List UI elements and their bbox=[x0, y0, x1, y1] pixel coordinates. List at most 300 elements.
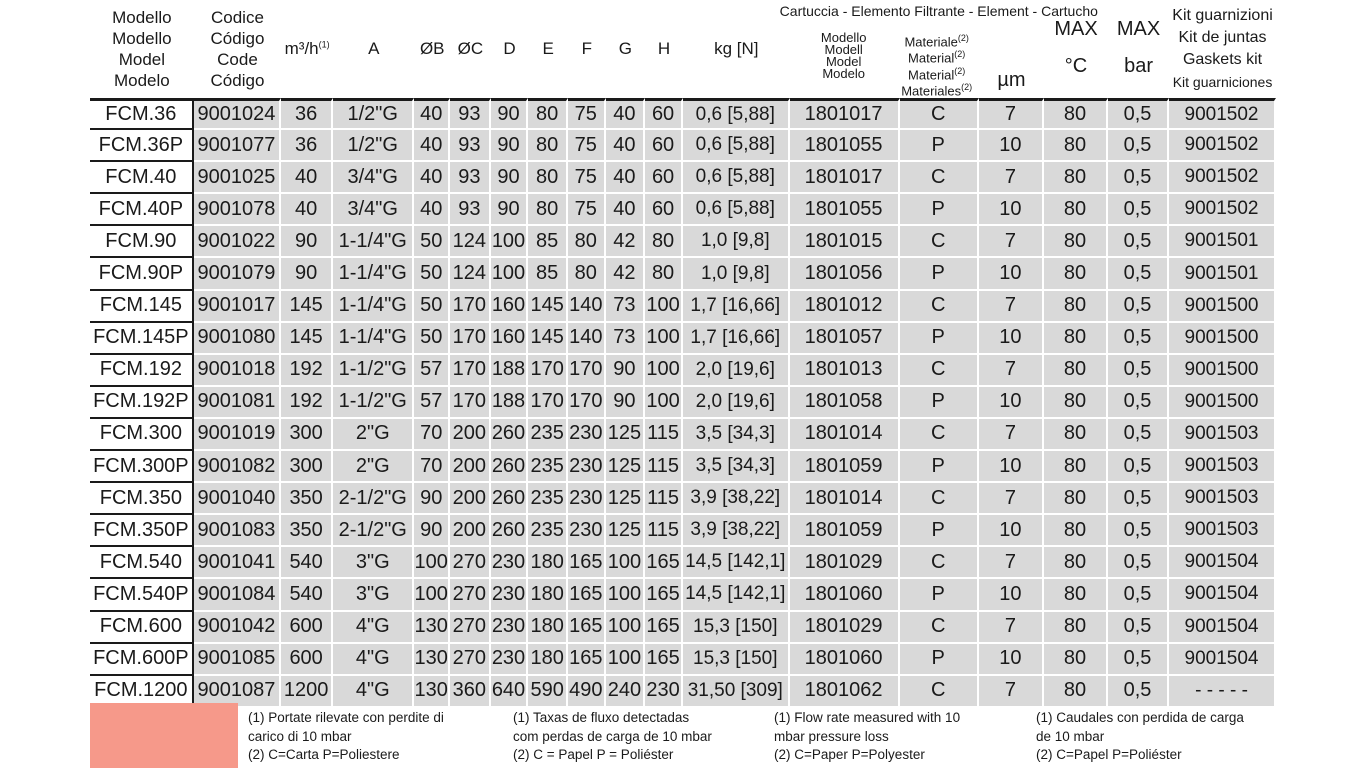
table-cell: 75 bbox=[568, 194, 606, 226]
table-cell: 230 bbox=[491, 579, 529, 611]
table-cell: 115 bbox=[645, 515, 683, 547]
table-cell: 60 bbox=[645, 162, 683, 194]
table-cell: 270 bbox=[450, 547, 491, 579]
table-cell: 1-1/4"G bbox=[333, 291, 414, 323]
table-row bbox=[90, 483, 1276, 515]
table-cell: 80 bbox=[528, 162, 568, 194]
table-row bbox=[90, 419, 1276, 451]
table-cell: 235 bbox=[528, 483, 568, 515]
table-cell: 145 bbox=[281, 291, 333, 323]
table-cell: 145 bbox=[281, 323, 333, 355]
table-cell: FCM.540 bbox=[90, 547, 194, 579]
table-cell: 9001500 bbox=[1169, 355, 1276, 387]
table-cell: 170 bbox=[450, 291, 491, 323]
table-cell: 230 bbox=[568, 419, 606, 451]
table-cell: 130 bbox=[414, 644, 450, 676]
table-cell: C bbox=[900, 483, 979, 515]
table-row bbox=[90, 98, 1276, 130]
table-cell: 490 bbox=[568, 676, 606, 708]
table-cell: 1801029 bbox=[790, 612, 900, 644]
col-codice bbox=[194, 0, 281, 98]
table-cell: 90 bbox=[491, 194, 529, 226]
table-cell: 145 bbox=[528, 291, 568, 323]
table-cell: 9001501 bbox=[1169, 226, 1276, 258]
modello-labels: Modello Modello Model Modelo bbox=[112, 8, 172, 90]
table-cell: 140 bbox=[568, 323, 606, 355]
table-cell: 0,5 bbox=[1108, 579, 1169, 611]
table-cell: 42 bbox=[606, 226, 646, 258]
table-cell: 10 bbox=[979, 130, 1044, 162]
header-row bbox=[90, 0, 1276, 98]
spec-table bbox=[90, 0, 1276, 708]
table-cell: 80 bbox=[1044, 98, 1108, 130]
table-cell: 0,5 bbox=[1108, 483, 1169, 515]
table-cell: 235 bbox=[528, 419, 568, 451]
kit-labels: Kit guarnizioni Kit de juntas Gaskets kit Kit guarniciones bbox=[1172, 7, 1273, 90]
table-cell: 130 bbox=[414, 676, 450, 708]
table-cell: 7 bbox=[979, 483, 1044, 515]
table-cell: 90 bbox=[606, 387, 646, 419]
table-cell: FCM.192P bbox=[90, 387, 194, 419]
table-cell: 80 bbox=[1044, 612, 1108, 644]
table-row bbox=[90, 644, 1276, 676]
table-cell: 2"G bbox=[333, 419, 414, 451]
table-cell: 9001502 bbox=[1169, 130, 1276, 162]
table-cell: FCM.36P bbox=[90, 130, 194, 162]
table-cell: 170 bbox=[568, 355, 606, 387]
table-cell: 80 bbox=[1044, 355, 1108, 387]
table-cell: 36 bbox=[281, 130, 333, 162]
table-cell: 165 bbox=[568, 579, 606, 611]
table-cell: P bbox=[900, 258, 979, 290]
table-cell: FCM.192 bbox=[90, 355, 194, 387]
table-row bbox=[90, 162, 1276, 194]
table-row bbox=[90, 130, 1276, 162]
table-cell: 9001500 bbox=[1169, 323, 1276, 355]
table-row bbox=[90, 226, 1276, 258]
table-cell: C bbox=[900, 419, 979, 451]
table-cell: 7 bbox=[979, 612, 1044, 644]
table-cell: 40 bbox=[606, 98, 646, 130]
table-cell: 0,5 bbox=[1108, 451, 1169, 483]
codice-labels: Codice Código Code Código bbox=[210, 8, 265, 90]
table-cell: 115 bbox=[645, 419, 683, 451]
table-cell: 9001024 bbox=[194, 98, 281, 130]
table-cell: 2"G bbox=[333, 451, 414, 483]
table-cell: 125 bbox=[606, 483, 646, 515]
table-cell: P bbox=[900, 387, 979, 419]
table-cell: 9001040 bbox=[194, 483, 281, 515]
table-cell: 230 bbox=[568, 451, 606, 483]
table-cell: 270 bbox=[450, 612, 491, 644]
table-cell: 0,5 bbox=[1108, 547, 1169, 579]
col-c: ØC bbox=[457, 39, 484, 58]
table-cell: C bbox=[900, 676, 979, 708]
table-cell: 350 bbox=[281, 515, 333, 547]
table-cell: 57 bbox=[414, 355, 450, 387]
table-cell: 1801060 bbox=[790, 644, 900, 676]
table-cell: 0,5 bbox=[1108, 323, 1169, 355]
table-cell: 0,5 bbox=[1108, 258, 1169, 290]
table-cell: 80 bbox=[1044, 323, 1108, 355]
table-cell: 36 bbox=[281, 98, 333, 130]
table-cell: 10 bbox=[979, 451, 1044, 483]
table-cell: 80 bbox=[645, 226, 683, 258]
table-cell: 100 bbox=[606, 612, 646, 644]
table-cell: 50 bbox=[414, 323, 450, 355]
table-cell: FCM.90P bbox=[90, 258, 194, 290]
table-cell: 60 bbox=[645, 130, 683, 162]
table-cell: 130 bbox=[414, 612, 450, 644]
table-cell: 1-1/4"G bbox=[333, 258, 414, 290]
table-cell: 170 bbox=[450, 323, 491, 355]
table-cell: 124 bbox=[450, 258, 491, 290]
col-kg: kg [N] bbox=[714, 39, 759, 58]
table-cell: 192 bbox=[281, 387, 333, 419]
table-cell: FCM.540P bbox=[90, 579, 194, 611]
table-cell: 31,50 [309] bbox=[683, 676, 790, 708]
table-cell: 180 bbox=[528, 547, 568, 579]
table-cell: 1801013 bbox=[790, 355, 900, 387]
table-row bbox=[90, 387, 1276, 419]
table-cell: 170 bbox=[528, 355, 568, 387]
table-cell: P bbox=[900, 644, 979, 676]
color-swatch bbox=[90, 703, 238, 768]
table-cell: 60 bbox=[645, 194, 683, 226]
table-cell: 200 bbox=[450, 515, 491, 547]
table-cell: 0,6 [5,88] bbox=[683, 130, 790, 162]
footnote-pt: (1) Taxas de fluxo detectadas com perdas de carga de 10 mbar (2) C = Papel P = Poliéster bbox=[513, 710, 712, 762]
table-cell: 0,5 bbox=[1108, 130, 1169, 162]
table-cell: 540 bbox=[281, 579, 333, 611]
table-cell: 40 bbox=[414, 194, 450, 226]
table-cell: C bbox=[900, 226, 979, 258]
table-cell: 4"G bbox=[333, 676, 414, 708]
table-cell: FCM.350 bbox=[90, 483, 194, 515]
table-cell: 9001504 bbox=[1169, 612, 1276, 644]
table-cell: 1,7 [16,66] bbox=[683, 323, 790, 355]
table-cell: 90 bbox=[606, 355, 646, 387]
table-cell: 1801057 bbox=[790, 323, 900, 355]
table-cell: 15,3 [150] bbox=[683, 612, 790, 644]
table-cell: 1/2"G bbox=[333, 130, 414, 162]
table-cell: 14,5 [142,1] bbox=[683, 579, 790, 611]
table-cell: 270 bbox=[450, 579, 491, 611]
table-cell: 3/4"G bbox=[333, 162, 414, 194]
table-cell: 1,7 [16,66] bbox=[683, 291, 790, 323]
table-cell: 90 bbox=[491, 162, 529, 194]
table-cell: 0,5 bbox=[1108, 162, 1169, 194]
table-cell: 1/2"G bbox=[333, 98, 414, 130]
material-labels: Materiale$^{(2)}$ Material$^{(2)}$ Material$^{(2)}$ Materiales$^{(2)}$ bbox=[901, 33, 973, 99]
table-cell: 180 bbox=[528, 612, 568, 644]
table-cell: 9001502 bbox=[1169, 162, 1276, 194]
table-cell: 7 bbox=[979, 419, 1044, 451]
table-cell: 7 bbox=[979, 98, 1044, 130]
table-cell: 75 bbox=[568, 98, 606, 130]
table-cell: 0,6 [5,88] bbox=[683, 98, 790, 130]
table-cell: 115 bbox=[645, 483, 683, 515]
table-cell: P bbox=[900, 194, 979, 226]
col-um: µm bbox=[997, 69, 1026, 91]
table-cell: 1801014 bbox=[790, 419, 900, 451]
table-cell: 360 bbox=[450, 676, 491, 708]
table-cell: 3,5 [34,3] bbox=[683, 419, 790, 451]
table-cell: 165 bbox=[568, 547, 606, 579]
table-cell: 57 bbox=[414, 387, 450, 419]
col-flow: $m^3/h^{(1)}$ bbox=[284, 39, 330, 58]
table-cell: 10 bbox=[979, 387, 1044, 419]
table-cell: 9001085 bbox=[194, 644, 281, 676]
table-cell: 4"G bbox=[333, 612, 414, 644]
table-cell: 40 bbox=[606, 130, 646, 162]
table-cell: 1801055 bbox=[790, 194, 900, 226]
table-cell: P bbox=[900, 579, 979, 611]
table-cell: 100 bbox=[645, 291, 683, 323]
table-cell: 9001041 bbox=[194, 547, 281, 579]
table-cell: FCM.145 bbox=[90, 291, 194, 323]
table-cell: 100 bbox=[491, 258, 529, 290]
table-cell: 1801017 bbox=[790, 98, 900, 130]
table-row bbox=[90, 194, 1276, 226]
table-cell: FCM.145P bbox=[90, 323, 194, 355]
table-cell: 240 bbox=[606, 676, 646, 708]
table-cell: 160 bbox=[491, 291, 529, 323]
table-cell: 10 bbox=[979, 579, 1044, 611]
table-cell: 1801062 bbox=[790, 676, 900, 708]
table-cell: 80 bbox=[1044, 194, 1108, 226]
table-cell: 50 bbox=[414, 226, 450, 258]
table-cell: 9001084 bbox=[194, 579, 281, 611]
table-cell: - - - - - bbox=[1169, 676, 1276, 708]
table-cell: 300 bbox=[281, 451, 333, 483]
table-cell: 170 bbox=[568, 387, 606, 419]
table-cell: 80 bbox=[1044, 419, 1108, 451]
table-cell: 93 bbox=[450, 162, 491, 194]
table-cell: 85 bbox=[528, 226, 568, 258]
table-cell: 9001504 bbox=[1169, 579, 1276, 611]
footnotes bbox=[90, 703, 1276, 768]
table-cell: 3"G bbox=[333, 547, 414, 579]
table-cell: 80 bbox=[1044, 451, 1108, 483]
table-cell: 100 bbox=[645, 387, 683, 419]
table-cell: P bbox=[900, 515, 979, 547]
table-cell: 80 bbox=[1044, 483, 1108, 515]
col-h: H bbox=[657, 39, 671, 58]
table-cell: 80 bbox=[1044, 226, 1108, 258]
table-cell: 80 bbox=[1044, 515, 1108, 547]
table-cell: 125 bbox=[606, 515, 646, 547]
table-cell: 590 bbox=[528, 676, 568, 708]
table-cell: 75 bbox=[568, 162, 606, 194]
table-row bbox=[90, 547, 1276, 579]
table-cell: 100 bbox=[606, 644, 646, 676]
table-cell: 90 bbox=[491, 98, 529, 130]
table-cell: 50 bbox=[414, 291, 450, 323]
col-kit bbox=[1169, 0, 1276, 98]
table-cell: 73 bbox=[606, 323, 646, 355]
table-cell: 93 bbox=[450, 130, 491, 162]
table-cell: FCM.600P bbox=[90, 644, 194, 676]
table-cell: FCM.90 bbox=[90, 226, 194, 258]
table-cell: 80 bbox=[1044, 644, 1108, 676]
table-cell: 93 bbox=[450, 194, 491, 226]
col-b: ØB bbox=[419, 39, 445, 58]
table-cell: 9001504 bbox=[1169, 547, 1276, 579]
table-cell: 9001500 bbox=[1169, 387, 1276, 419]
table-cell: 125 bbox=[606, 451, 646, 483]
table-cell: 3"G bbox=[333, 579, 414, 611]
table-cell: 100 bbox=[414, 547, 450, 579]
table-cell: 180 bbox=[528, 644, 568, 676]
table-cell: 9001502 bbox=[1169, 98, 1276, 130]
table-cell: 640 bbox=[491, 676, 529, 708]
table-cell: 1801029 bbox=[790, 547, 900, 579]
table-cell: 9001022 bbox=[194, 226, 281, 258]
table-cell: 40 bbox=[281, 194, 333, 226]
table-cell: 0,5 bbox=[1108, 194, 1169, 226]
table-cell: 9001017 bbox=[194, 291, 281, 323]
table-cell: 9001019 bbox=[194, 419, 281, 451]
table-cell: 1801058 bbox=[790, 387, 900, 419]
table-cell: 1801056 bbox=[790, 258, 900, 290]
table-cell: 9001077 bbox=[194, 130, 281, 162]
table-cell: 300 bbox=[281, 419, 333, 451]
table-cell: 7 bbox=[979, 162, 1044, 194]
table-cell: 9001080 bbox=[194, 323, 281, 355]
table-cell: 350 bbox=[281, 483, 333, 515]
table-cell: 165 bbox=[645, 644, 683, 676]
table-cell: 600 bbox=[281, 644, 333, 676]
table-cell: C bbox=[900, 291, 979, 323]
table-cell: 90 bbox=[281, 258, 333, 290]
table-cell: 9001503 bbox=[1169, 483, 1276, 515]
table-cell: 3,9 [38,22] bbox=[683, 483, 790, 515]
table-cell: 2,0 [19,6] bbox=[683, 387, 790, 419]
table-cell: 540 bbox=[281, 547, 333, 579]
table-row bbox=[90, 612, 1276, 644]
table-cell: 165 bbox=[645, 579, 683, 611]
table-cell: 80 bbox=[1044, 130, 1108, 162]
table-cell: 100 bbox=[645, 323, 683, 355]
table-cell: 230 bbox=[568, 515, 606, 547]
table-cell: 100 bbox=[414, 579, 450, 611]
table-cell: 165 bbox=[568, 612, 606, 644]
table-row bbox=[90, 515, 1276, 547]
table-cell: 7 bbox=[979, 291, 1044, 323]
table-cell: 0,5 bbox=[1108, 515, 1169, 547]
table-cell: 14,5 [142,1] bbox=[683, 547, 790, 579]
table-cell: 90 bbox=[491, 130, 529, 162]
table-cell: 73 bbox=[606, 291, 646, 323]
table-cell: 80 bbox=[1044, 579, 1108, 611]
table-cell: 85 bbox=[528, 258, 568, 290]
table-cell: FCM.600 bbox=[90, 612, 194, 644]
table-cell: 170 bbox=[450, 387, 491, 419]
table-cell: 0,5 bbox=[1108, 98, 1169, 130]
table-cell: 230 bbox=[491, 547, 529, 579]
table-cell: 40 bbox=[414, 162, 450, 194]
table-cell: 260 bbox=[491, 515, 529, 547]
table-cell: 1200 bbox=[281, 676, 333, 708]
table-cell: 0,5 bbox=[1108, 387, 1169, 419]
table-cell: 100 bbox=[606, 547, 646, 579]
table-cell: 0,5 bbox=[1108, 291, 1169, 323]
table-cell: 165 bbox=[568, 644, 606, 676]
table-cell: 9001503 bbox=[1169, 451, 1276, 483]
table-cell: 1801059 bbox=[790, 515, 900, 547]
table-cell: 170 bbox=[450, 355, 491, 387]
table-cell: 9001083 bbox=[194, 515, 281, 547]
table-cell: 9001025 bbox=[194, 162, 281, 194]
footnote-it: (1) Portate rilevate con perdite di carico di 10 mbar (2) C=Carta P=Poliestere bbox=[248, 710, 444, 762]
table-cell: FCM.300 bbox=[90, 419, 194, 451]
table-cell: 260 bbox=[491, 483, 529, 515]
table-cell: C bbox=[900, 162, 979, 194]
table-cell: 10 bbox=[979, 194, 1044, 226]
table-cell: 40 bbox=[414, 130, 450, 162]
footnote-es: (1) Caudales con perdida de carga de 10 mbar (2) C=Papel P=Poliéster bbox=[1036, 710, 1244, 762]
table-cell: 0,5 bbox=[1108, 355, 1169, 387]
table-cell: FCM.300P bbox=[90, 451, 194, 483]
table-cell: 235 bbox=[528, 515, 568, 547]
cartridge-model-labels: Modello Modell Model Modelo bbox=[820, 30, 867, 81]
col-d: D bbox=[503, 39, 516, 58]
table-cell: 165 bbox=[645, 612, 683, 644]
table-cell: 7 bbox=[979, 355, 1044, 387]
table-cell: 3,5 [34,3] bbox=[683, 451, 790, 483]
table-cell: 125 bbox=[606, 419, 646, 451]
table-cell: 9001501 bbox=[1169, 258, 1276, 290]
table-cell: 70 bbox=[414, 419, 450, 451]
table-cell: 1-1/2"G bbox=[333, 355, 414, 387]
table-cell: 1801059 bbox=[790, 451, 900, 483]
col-f: F bbox=[581, 39, 592, 58]
table-cell: 140 bbox=[568, 291, 606, 323]
table-row bbox=[90, 355, 1276, 387]
col-modello bbox=[90, 0, 194, 98]
table-cell: 200 bbox=[450, 451, 491, 483]
table-cell: 9001503 bbox=[1169, 515, 1276, 547]
table-cell: 1,0 [9,8] bbox=[683, 226, 790, 258]
table-cell: 9001018 bbox=[194, 355, 281, 387]
table-cell: 192 bbox=[281, 355, 333, 387]
table-cell: 10 bbox=[979, 323, 1044, 355]
table-cell: 40 bbox=[414, 98, 450, 130]
table-cell: 10 bbox=[979, 515, 1044, 547]
table-row bbox=[90, 451, 1276, 483]
table-cell: 0,5 bbox=[1108, 612, 1169, 644]
table-cell: 1,0 [9,8] bbox=[683, 258, 790, 290]
table-cell: 80 bbox=[1044, 676, 1108, 708]
table-cell: 40 bbox=[606, 162, 646, 194]
table-cell: 80 bbox=[1044, 258, 1108, 290]
table-cell: 1801015 bbox=[790, 226, 900, 258]
table-cell: C bbox=[900, 98, 979, 130]
table-cell: 230 bbox=[491, 644, 529, 676]
table-cell: FCM.1200 bbox=[90, 676, 194, 708]
table-cell: P bbox=[900, 323, 979, 355]
table-cell: FCM.36 bbox=[90, 98, 194, 130]
table-cell: 115 bbox=[645, 451, 683, 483]
table-cell: 9001500 bbox=[1169, 291, 1276, 323]
table-cell: 3,9 [38,22] bbox=[683, 515, 790, 547]
table-cell: 230 bbox=[645, 676, 683, 708]
table-cell: 235 bbox=[528, 451, 568, 483]
table-cell: 100 bbox=[645, 355, 683, 387]
table-cell: 80 bbox=[528, 98, 568, 130]
col-temp: MAX °C bbox=[1054, 18, 1098, 77]
